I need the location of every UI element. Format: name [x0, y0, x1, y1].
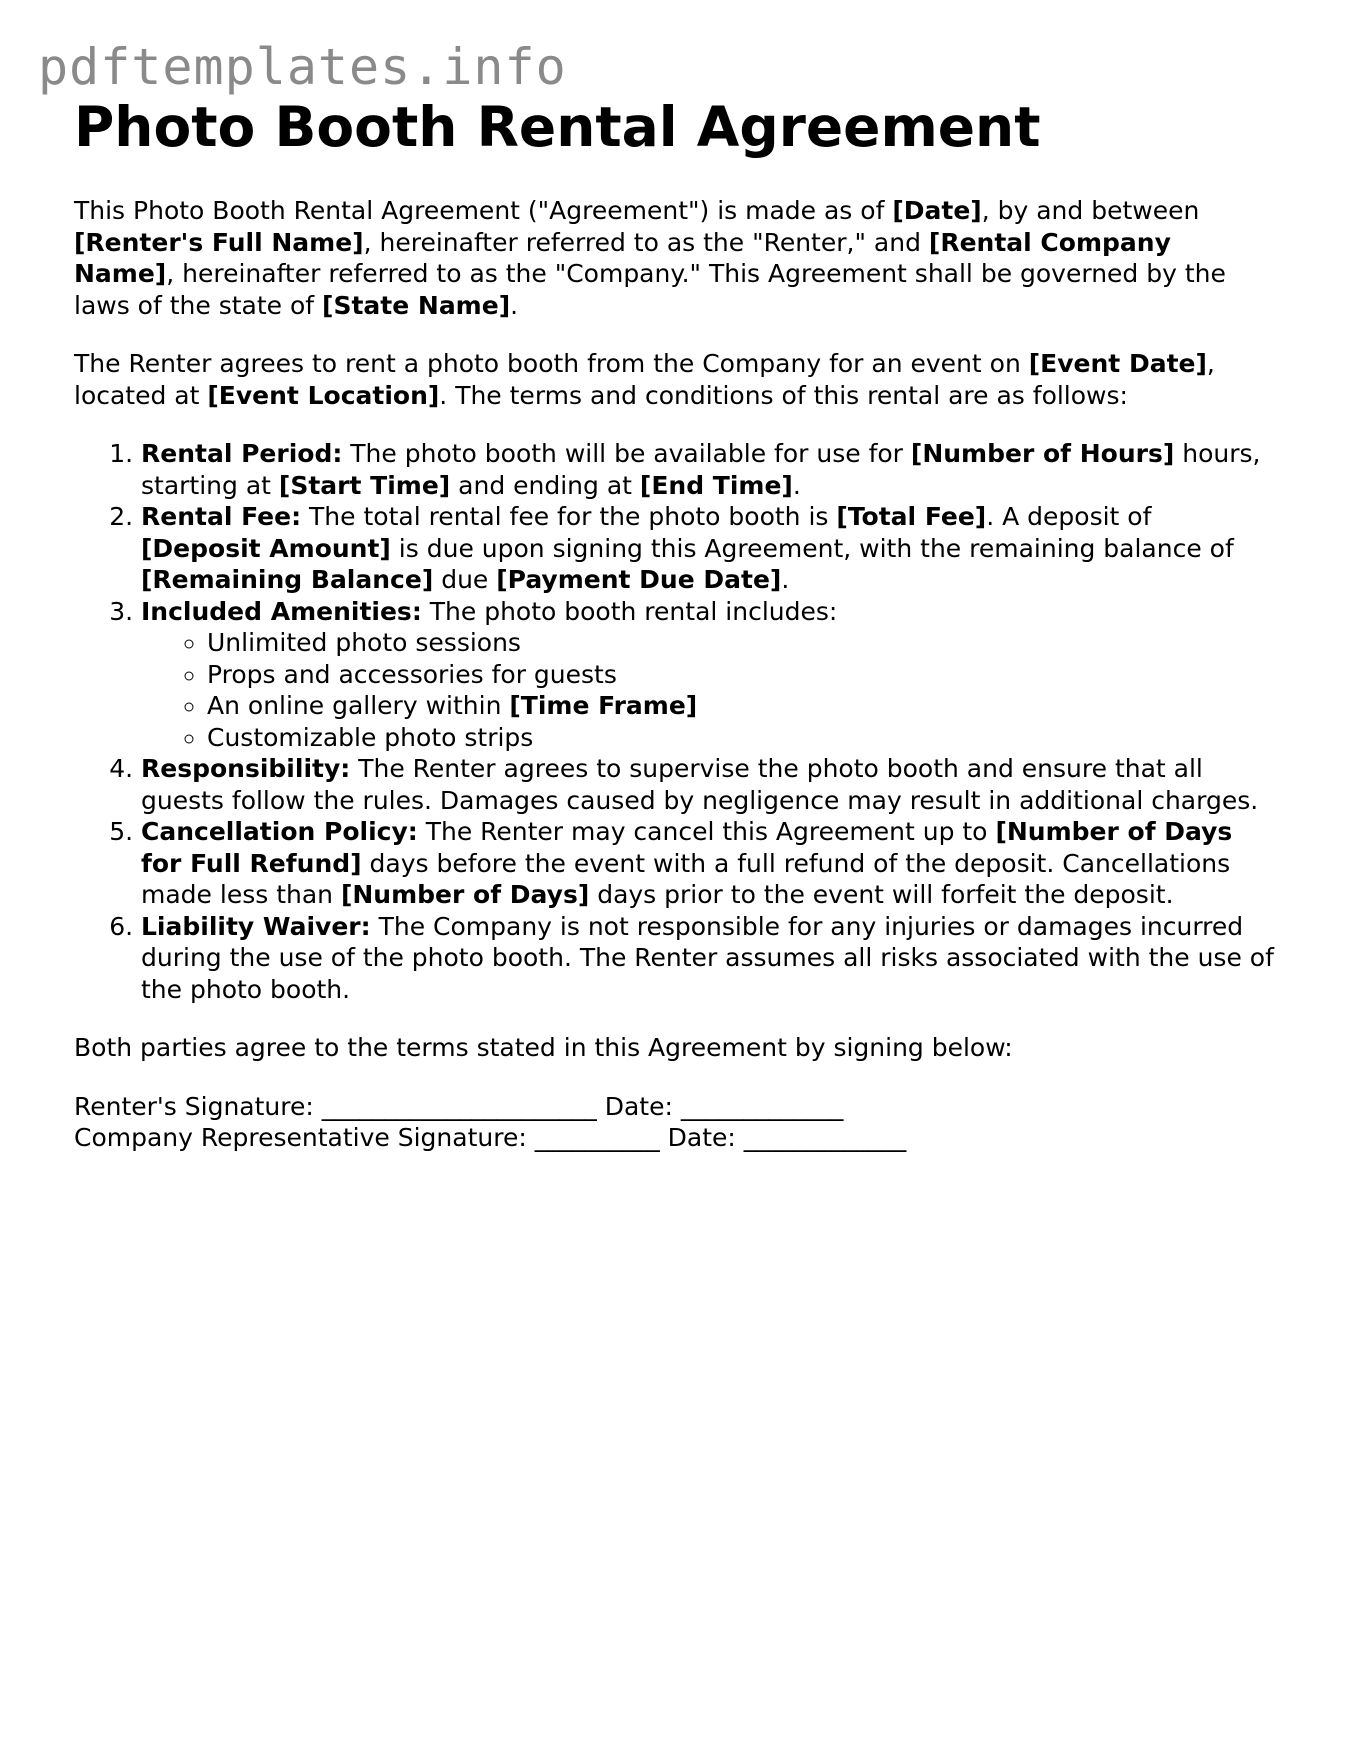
end-time-placeholder: [End Time]: [639, 470, 793, 500]
event-text-1: The Renter agrees to rent a photo booth from the Company for an event on: [74, 349, 1029, 379]
term-rental-fee: [141, 501, 1274, 596]
term-text: The photo booth rental includes:: [421, 596, 838, 626]
list-item: ◦ Unlimited photo sessions: [207, 627, 1274, 659]
item-text: An online gallery within: [207, 691, 510, 721]
event-text-3: . The terms and conditions of this rental are as follows:: [439, 380, 1128, 410]
term-text: hours, starting at: [141, 439, 1261, 500]
payment-due-date-placeholder: [Payment Due Date]: [496, 565, 782, 595]
closing-paragraph: Both parties agree to the terms stated in this Agreement by signing below:: [74, 1033, 1013, 1063]
intro-text-4: , hereinafter referred to as the "Company." This Agreement shall be governed by the laws of the state of: [74, 259, 1226, 320]
term-responsibility: [141, 753, 1274, 816]
list-item: [207, 690, 1274, 722]
renter-name-placeholder: [Renter's Full Name]: [74, 227, 364, 257]
term-label: Liability Waiver:: [141, 911, 371, 941]
state-placeholder: [State Name]: [322, 290, 511, 320]
term-text: The total rental fee for the photo booth is: [301, 502, 837, 532]
term-text: The Renter agrees to supervise the photo booth and ensure that all guests follow the rules. Damages caused by negligence may result in additional charges.: [141, 754, 1259, 815]
event-paragraph: [74, 348, 1274, 411]
intro-text-5: .: [510, 290, 519, 320]
intro-paragraph: [74, 195, 1274, 321]
remaining-balance-placeholder: [Remaining Balance]: [141, 565, 434, 595]
document-page: [74, 96, 1274, 1154]
term-text: The Company is not responsible for any injuries or damages incurred during the use of the photo booth. The Renter assumes all risks associated with the use of the photo booth.: [141, 911, 1274, 1004]
time-frame-placeholder: [Time Frame]: [509, 691, 698, 721]
intro-text-1: This Photo Booth Rental Agreement ("Agreement") is made as of: [74, 196, 893, 226]
terms-list: [74, 438, 1274, 1005]
full-refund-days-placeholder: [Number of Days for Full Refund]: [141, 817, 1233, 878]
term-cancellation-policy: [141, 816, 1274, 911]
signature-block: [74, 1091, 1274, 1154]
term-text: . A deposit of: [986, 502, 1152, 532]
term-text: The photo booth will be available for use for: [342, 439, 911, 469]
page-title: Photo Booth Rental Agreement: [74, 95, 1041, 159]
deposit-placeholder: [Deposit Amount]: [141, 533, 391, 563]
term-label: Responsibility:: [141, 754, 351, 784]
term-text: .: [792, 470, 801, 500]
term-liability-waiver: [141, 911, 1274, 1006]
term-text: and ending at: [450, 470, 640, 500]
hours-placeholder: [Number of Hours]: [910, 439, 1175, 469]
term-text: days prior to the event will forfeit the deposit.: [589, 880, 1174, 910]
event-text-2: , located at: [74, 349, 1215, 410]
list-item: ◦ Customizable photo strips: [207, 722, 1274, 754]
term-text: The Renter may cancel this Agreement up to: [417, 817, 996, 847]
watermark: pdftemplates.info: [38, 38, 567, 96]
days-placeholder: [Number of Days]: [340, 880, 590, 910]
term-text: is due upon signing this Agreement, with the remaining balance of: [390, 533, 1234, 563]
term-label: Cancellation Policy:: [141, 817, 418, 847]
total-fee-placeholder: [Total Fee]: [836, 502, 987, 532]
term-text: days before the event with a full refund of the deposit. Cancellations made less than: [141, 848, 1231, 910]
term-rental-period: [141, 438, 1274, 501]
event-location-placeholder: [Event Location]: [207, 380, 440, 410]
term-text: .: [781, 565, 790, 595]
term-label: Rental Period:: [141, 439, 343, 469]
date-placeholder: [Date]: [892, 196, 982, 226]
list-item: ◦ Props and accessories for guests: [207, 659, 1274, 691]
company-signature-line: Company Representative Signature: __________ Date: _____________: [74, 1123, 907, 1153]
amenities-list: [141, 627, 1274, 753]
term-label: Rental Fee:: [141, 502, 302, 532]
term-text: due: [433, 565, 497, 595]
company-name-placeholder: [Rental Company Name]: [74, 227, 1171, 289]
intro-text-3: , hereinafter referred to as the "Renter," and: [363, 227, 929, 257]
term-included-amenities: [141, 596, 1274, 754]
start-time-placeholder: [Start Time]: [278, 470, 451, 500]
renter-signature-line: Renter's Signature: ______________________ Date: _____________: [74, 1091, 844, 1121]
event-date-placeholder: [Event Date]: [1028, 349, 1207, 379]
term-label: Included Amenities:: [141, 596, 422, 626]
intro-text-2: , by and between: [981, 196, 1200, 226]
